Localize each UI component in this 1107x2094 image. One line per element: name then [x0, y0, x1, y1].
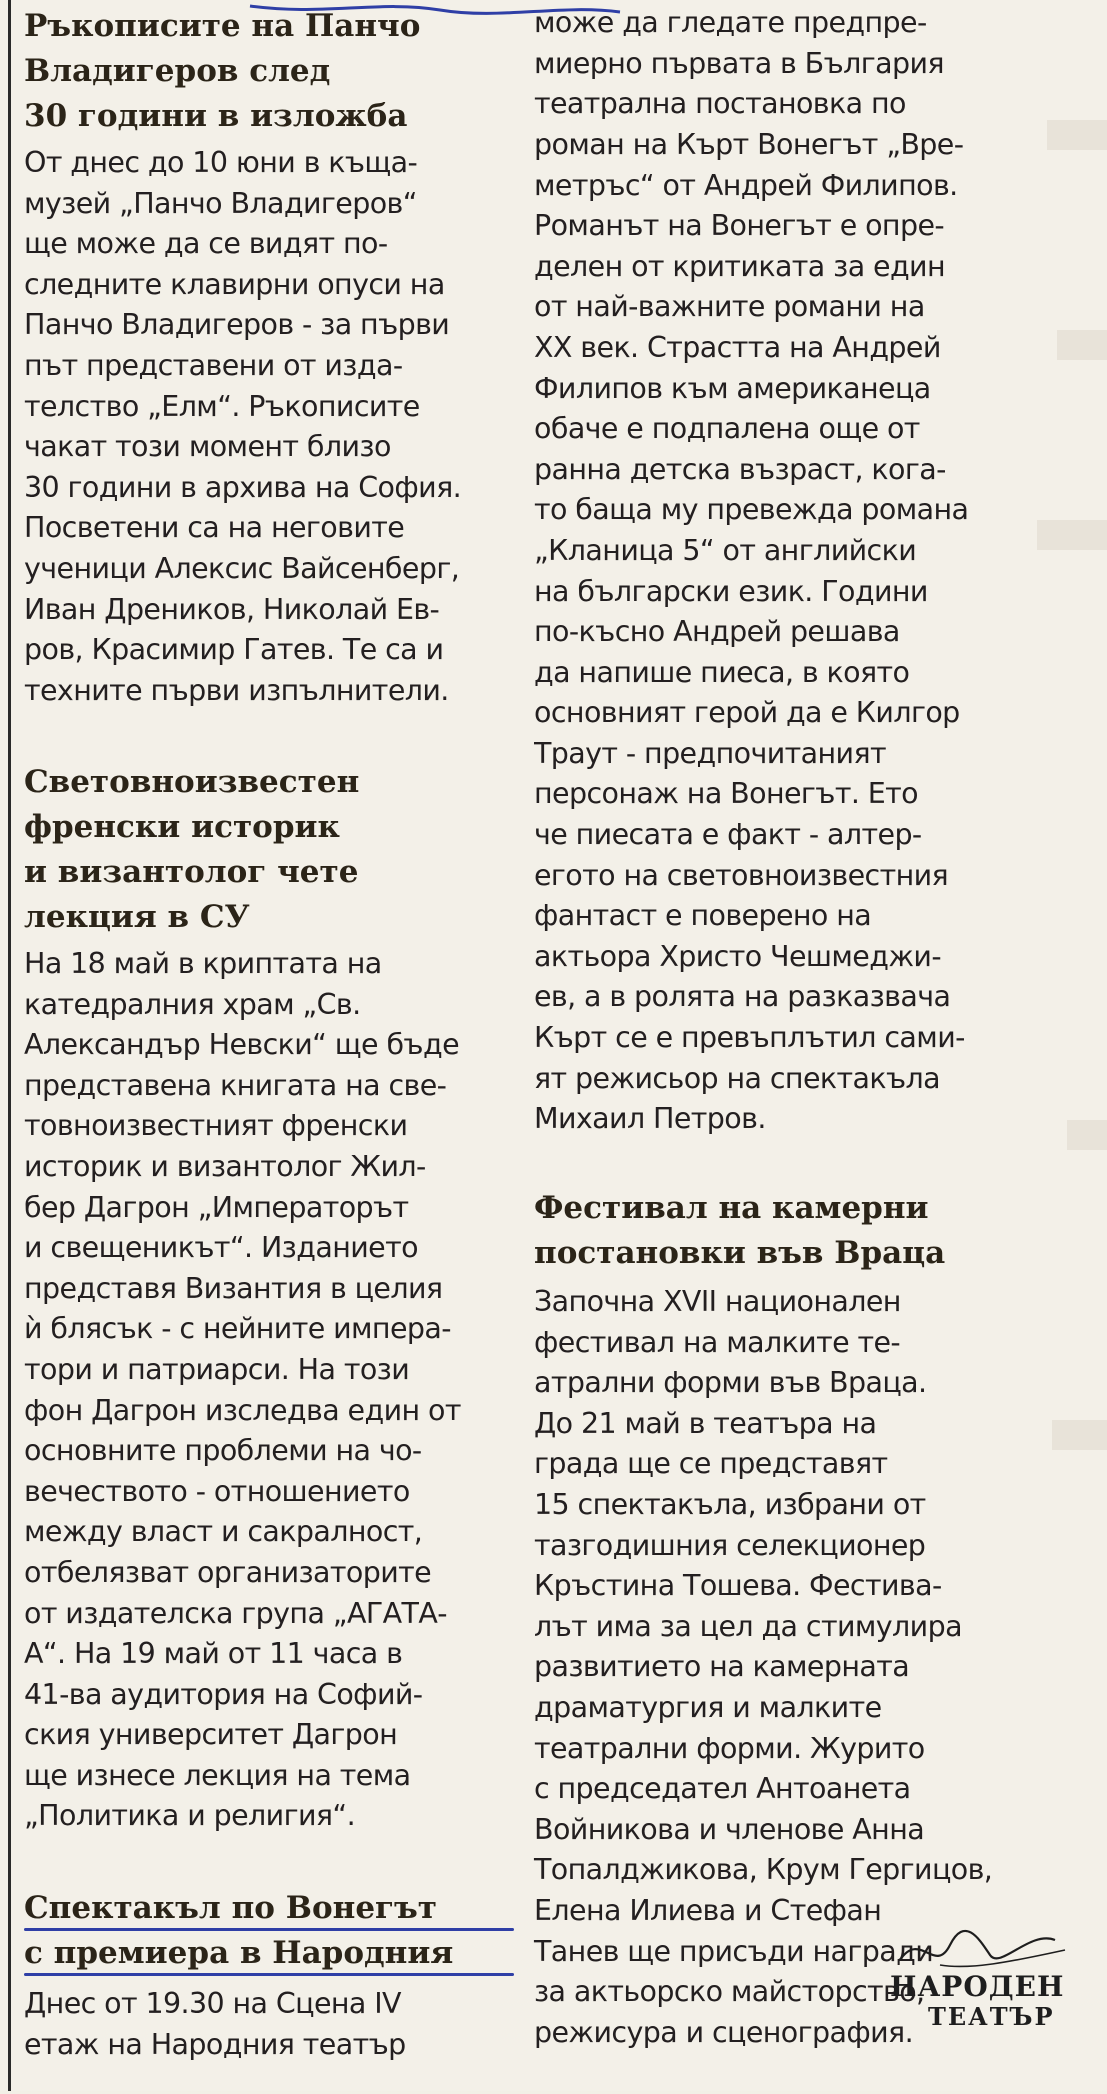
article-body: На 18 май в криптата на катедралния храм „Св. Александър Невски“ ще бъде представена книгата на све- товноизвестният френски историк и византолог Жил- бер Дагрон „Императорът и свещеникът“. Изданието представя Византия в целия ѝ блясък - с нейните импера- тори и патриарси. На този фон Дагрон изследва един от основните проблеми на чо- вечеството - отношението между власт и сакралност, отбелязват организаторите от издателска група „АГАТА- А“. На 19 май от 11 часа в 41-ва аудитория на Софий- ския университет Дагрон ще изнесе лекция на тема „Политика и религия“.	[24, 947, 461, 1833]
article-headline: Световноизвестен френски историк и византолог чете лекция в СУ	[24, 764, 360, 935]
article-vonnegut-head	[24, 1886, 514, 1976]
article-body-continued: може да гледате предпре- миерно първата в България театрална постановка по роман на Кърт Вонегът „Вре- метръс“ от Андрей Филипов. Романът на Вонегът е опре- делен от критиката за един от най-важните романи на XX век. Страстта на Андрей Филипов към американеца обаче е подпалена още от ранна детска възраст, кога- то баща му превежда романа „Кланица 5“ от английски на български език. Години по-късно Андрей решава да напише пиеса, в която основният герой да е Килгор Траут - предпочитаният персонаж на Вонегът. Ето че пиесата е факт - алтер- егото на световноизвестния фантаст е поверено на актьора Христо Чешмеджи- ев, а в ролята на разказвача Кърт се е превъплътил сами- ят режисьор на спектакъла Михаил Петров.	[534, 6, 969, 1136]
pen-underline	[24, 1973, 514, 1976]
logo-line-1: НАРОДЕН	[890, 1970, 1065, 2003]
article-headline: Спектакъл по Вонегът с премиера в Народния	[24, 1890, 454, 1971]
article-dagron	[24, 760, 514, 1837]
column-rule	[8, 0, 11, 2091]
article-body: От днес до 10 юни в къща- музей „Панчо Владигеров“ ще може да се видят по- следните клавирни опуси на Панчо Владигеров - за първи път представени от изда- телство „Елм“. Ръкописите чакат този момент близо 30 години в архива на София. Посветени са на неговите ученици Алексис Вайсенберг, Иван Дреников, Николай Ев- ров, Красимир Гатев. Те са и техните първи изпълнители.	[24, 146, 462, 707]
article-vonnegut-body-start	[24, 1984, 514, 2094]
pen-underline	[24, 1928, 514, 1931]
national-theatre-logo	[880, 1920, 1080, 2040]
article-vladigerov	[24, 4, 514, 711]
article-body: Днес от 19.30 на Сцена IV етаж на Народния театър	[24, 1987, 406, 2061]
article-headline: Ръкописите на Панчо Владигеров след 30 години в изложба	[24, 8, 421, 134]
article-headline: Фестивал на камерни постановки във Враца	[534, 1190, 946, 1271]
logo-line-2: ТЕАТЪР	[928, 2002, 1055, 2031]
bleed-through	[1027, 0, 1107, 2091]
article-body: Започна XVII национален фестивал на малките те- атрални форми във Враца. До 21 май в театъра на града ще се представят 15 спектакъла, избрани от тазгодишния селекционер Кръстина Тошева. Фестива- лът има за цел да стимулира развитието на камерната драматургия и малките театрални форми. Журито с председател Антоанета Войникова и членове Анна Топалджикова, Крум Гергицов, Елена Илиева и Стефан Танев ще присъди награди за актьорско майсторство, режисура и сценография.	[534, 1285, 993, 2049]
article-vonnegut-body-continued	[534, 0, 1034, 1144]
